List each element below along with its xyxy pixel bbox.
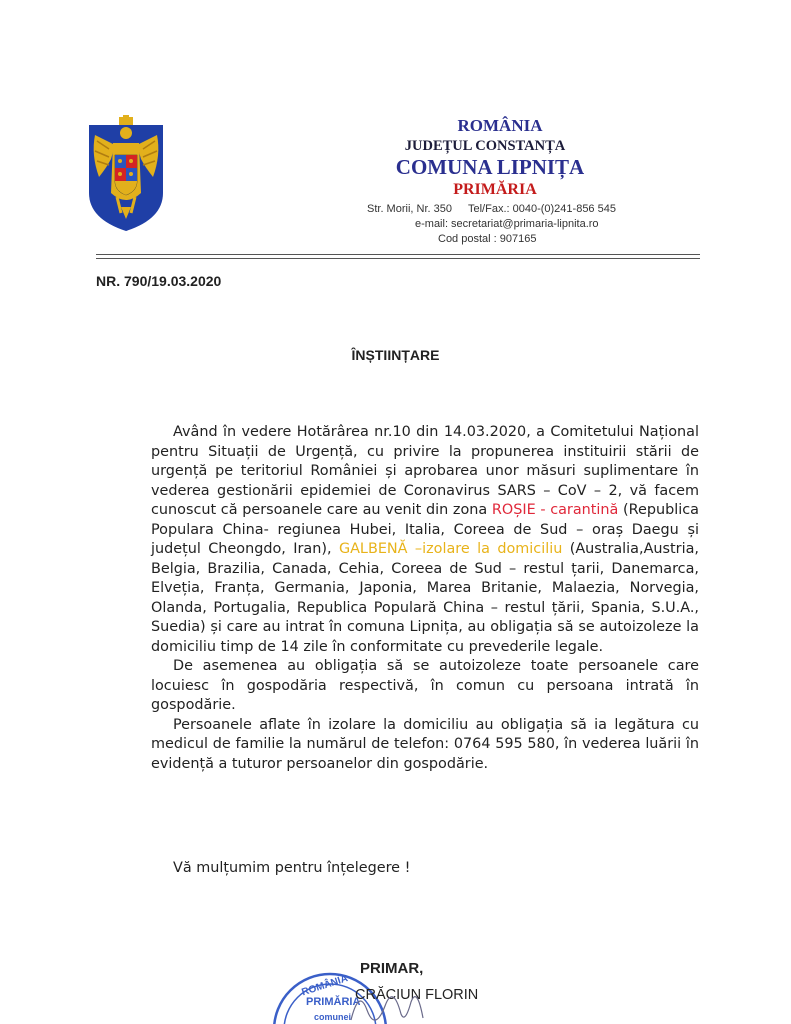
contact-email: e-mail: secretariat@primaria-lipnita.ro	[415, 218, 599, 230]
paragraph-1	[151, 423, 699, 657]
contact-address-line	[367, 203, 616, 215]
stamp-text-commune: comunei	[314, 1012, 352, 1022]
header-divider-bottom	[96, 258, 700, 259]
header-office: PRIMĂRIA	[453, 181, 537, 198]
document-title: ÎNȘTIINȚARE	[351, 347, 440, 363]
signatory-role: PRIMAR,	[360, 960, 424, 977]
document-body	[151, 423, 699, 774]
header-country: ROMÂNIA	[457, 116, 543, 135]
stamp-text-country: ROMÂNIA	[300, 973, 350, 999]
header-commune: COMUNA LIPNIȚA	[395, 155, 585, 179]
paragraph-1-part-b: (Republica Populara China- regiunea Hubei, Italia, Coreea de Sud – oraș Daegu și județul Cheongdo, Iran),	[151, 502, 699, 557]
document-number: NR. 790/19.03.2020	[96, 273, 222, 289]
contact-postal-code: Cod postal : 907165	[438, 233, 537, 245]
paragraph-3: Persoanele aflate în izolare la domiciliu au obligația să ia legătura cu medicul de familie la numărul de telefon: 0764 595 580, în vederea luării în evidență a tuturor persoanelor din gospodărie.	[151, 716, 699, 772]
header-county: JUDEȚUL CONSTANȚA	[404, 138, 566, 154]
handwritten-signature-icon	[345, 980, 465, 1024]
paragraph-1-part-a: Având în vedere Hotărârea nr.10 din 14.03.2020, a Comitetului Național pentru Situații de Urgență, cu privire la propunerea instituirii stării de urgență pe teritoriul României și aprobarea unor măsuri suplimentare în vederea gestionării epidemiei de Coronavirus SARS – CoV – 2, vă facem cunoscut că persoanele care au venit din zona	[151, 424, 699, 518]
coat-of-arms-icon	[85, 115, 167, 233]
yellow-zone-text: GALBENĂ –izolare la domiciliu	[338, 541, 563, 557]
stamp-text-office: PRIMĂRIA	[306, 996, 361, 1008]
header-divider-top	[96, 254, 700, 255]
contact-address: Str. Morii, Nr. 350	[367, 203, 452, 215]
red-zone-text: ROȘIE - carantină	[491, 502, 619, 518]
signatory-name: CRĂCIUN FLORIN	[355, 987, 479, 1003]
paragraph-1-part-c: (Australia,Austria, Belgia, Brazilia, Canada, Cehia, Coreea de Sud – restul țarii, Danemarca, Elveția, Franța, Germania, Japonia, Marea Britanie, Malaezia, Norvegia, Olanda, Portugalia, Republica Populară China – restul țării, Spania, S.U.A., Suedia) și care au intrat în comuna Lipnița, au obligația să se autoizoleze la domiciliu timp de 14 zile în conformitate cu prevederile legale.	[151, 541, 699, 655]
closing-thanks: Vă mulțumim pentru înțelegere !	[173, 860, 411, 876]
contact-telfax: Tel/Fax.: 0040-(0)241-856 545	[467, 203, 616, 215]
paragraph-2: De asemenea au obligația să se autoizoleze toate persoanele care locuiesc în gospodăria respectivă, în comun cu persoana intrată în gospodărie.	[151, 658, 699, 713]
